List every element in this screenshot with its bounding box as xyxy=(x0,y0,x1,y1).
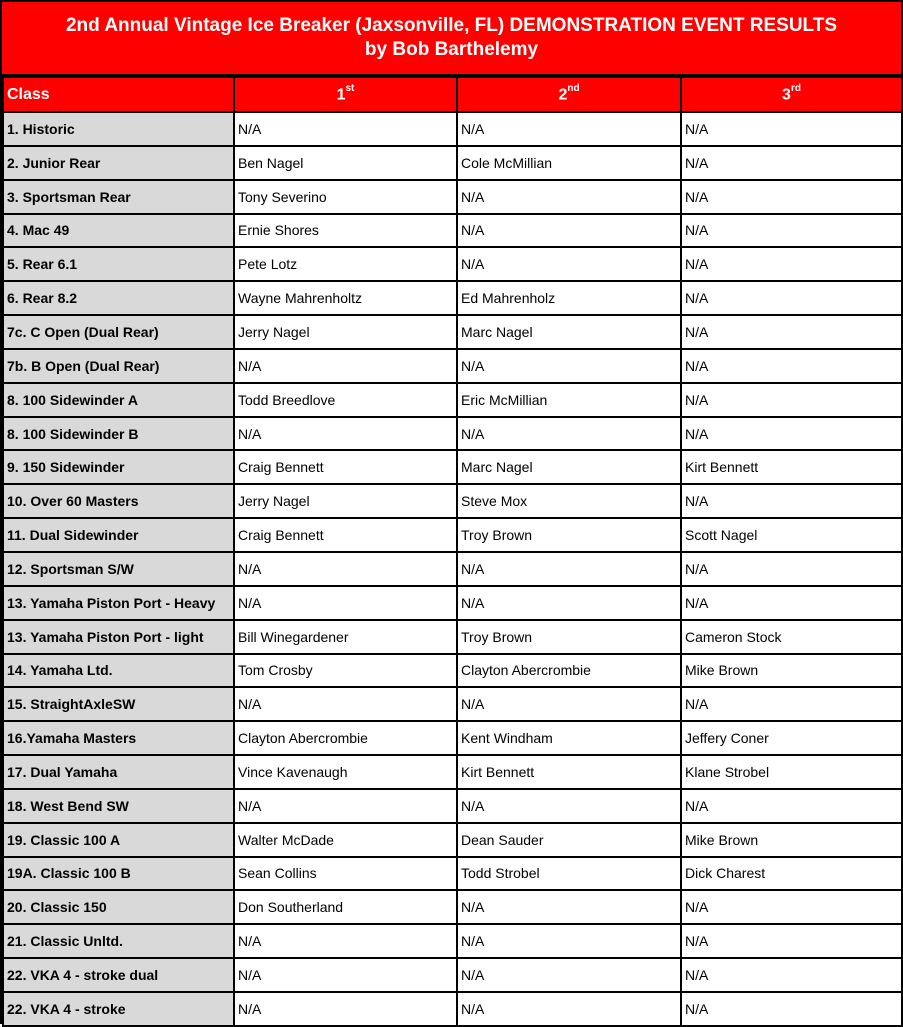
first-place-cell: Don Southerland xyxy=(234,890,457,924)
class-name-cell: 7c. C Open (Dual Rear) xyxy=(3,315,234,349)
second-place-cell: Ed Mahrenholz xyxy=(457,281,681,315)
class-name-cell: 8. 100 Sidewinder A xyxy=(3,383,234,417)
table-row xyxy=(3,586,902,620)
first-place-cell: N/A xyxy=(234,417,457,451)
table-row xyxy=(3,383,902,417)
second-place-cell: N/A xyxy=(457,214,681,248)
table-row xyxy=(3,180,902,214)
third-place-cell: N/A xyxy=(681,687,902,721)
first-place-cell: N/A xyxy=(234,349,457,383)
class-name-cell: 4. Mac 49 xyxy=(3,214,234,248)
class-name-cell: 18. West Bend SW xyxy=(3,789,234,823)
table-row xyxy=(3,823,902,857)
second-place-cell: Cole McMillian xyxy=(457,146,681,180)
third-place-cell: N/A xyxy=(681,281,902,315)
table-row xyxy=(3,687,902,721)
page-title xyxy=(2,2,901,76)
table-row xyxy=(3,620,902,654)
second-place-cell: Marc Nagel xyxy=(457,450,681,484)
table-row xyxy=(3,349,902,383)
second-place-number: 2 xyxy=(558,86,568,104)
table-row xyxy=(3,484,902,518)
class-name-cell: 10. Over 60 Masters xyxy=(3,484,234,518)
first-place-cell: Ernie Shores xyxy=(234,214,457,248)
table-row xyxy=(3,112,902,146)
results-body xyxy=(3,112,902,1026)
first-place-cell: Ben Nagel xyxy=(234,146,457,180)
second-place-cell: Kent Windham xyxy=(457,721,681,755)
third-place-cell: N/A xyxy=(681,315,902,349)
class-name-cell: 17. Dual Yamaha xyxy=(3,755,234,789)
class-name-cell: 7b. B Open (Dual Rear) xyxy=(3,349,234,383)
third-place-number: 3 xyxy=(782,86,791,104)
second-place-cell: Marc Nagel xyxy=(457,315,681,349)
third-place-cell: N/A xyxy=(681,484,902,518)
third-place-cell: Mike Brown xyxy=(681,654,902,688)
first-place-cell: Craig Bennett xyxy=(234,518,457,552)
first-place-cell: N/A xyxy=(234,687,457,721)
first-place-number: 1 xyxy=(336,86,346,104)
third-place-cell: N/A xyxy=(681,112,902,146)
second-place-cell: Troy Brown xyxy=(457,518,681,552)
second-place-cell: N/A xyxy=(457,349,681,383)
third-place-cell: N/A xyxy=(681,214,902,248)
first-place-cell: Tom Crosby xyxy=(234,654,457,688)
table-row xyxy=(3,992,902,1026)
first-place-cell: N/A xyxy=(234,112,457,146)
class-name-cell: 19. Classic 100 A xyxy=(3,823,234,857)
first-place-cell: Sean Collins xyxy=(234,857,457,891)
third-place-cell: N/A xyxy=(681,890,902,924)
title-line-2: by Bob Barthelemy xyxy=(364,39,539,60)
first-place-cell: Tony Severino xyxy=(234,180,457,214)
class-name-cell: 2. Junior Rear xyxy=(3,146,234,180)
column-header-third xyxy=(681,77,902,112)
first-place-cell: N/A xyxy=(234,552,457,586)
table-row xyxy=(3,857,902,891)
third-place-cell: N/A xyxy=(681,992,902,1026)
table-row xyxy=(3,924,902,958)
class-name-cell: 5. Rear 6.1 xyxy=(3,247,234,281)
first-place-cell: Vince Kavenaugh xyxy=(234,755,457,789)
third-place-cell: N/A xyxy=(681,247,902,281)
first-place-cell: Todd Breedlove xyxy=(234,383,457,417)
third-place-cell: Jeffery Coner xyxy=(681,721,902,755)
table-row xyxy=(3,789,902,823)
second-place-cell: N/A xyxy=(457,687,681,721)
second-place-cell: Eric McMillian xyxy=(457,383,681,417)
first-place-cell: N/A xyxy=(234,789,457,823)
second-place-cell: N/A xyxy=(457,890,681,924)
class-name-cell: 22. VKA 4 - stroke xyxy=(3,992,234,1026)
third-place-cell: N/A xyxy=(681,586,902,620)
second-place-cell: N/A xyxy=(457,180,681,214)
table-row xyxy=(3,281,902,315)
table-row xyxy=(3,146,902,180)
table-row xyxy=(3,450,902,484)
table-row xyxy=(3,518,902,552)
second-place-cell: N/A xyxy=(457,112,681,146)
first-place-cell: Wayne Mahrenholtz xyxy=(234,281,457,315)
first-place-cell: Jerry Nagel xyxy=(234,315,457,349)
third-place-cell: Dick Charest xyxy=(681,857,902,891)
first-place-cell: Craig Bennett xyxy=(234,450,457,484)
second-place-cell: Clayton Abercrombie xyxy=(457,654,681,688)
third-place-cell: N/A xyxy=(681,180,902,214)
third-place-cell: N/A xyxy=(681,958,902,992)
second-place-cell: Dean Sauder xyxy=(457,823,681,857)
column-header-class: Class xyxy=(3,77,234,112)
third-place-cell: Cameron Stock xyxy=(681,620,902,654)
class-name-cell: 11. Dual Sidewinder xyxy=(3,518,234,552)
results-table xyxy=(2,76,903,1027)
class-name-cell: 20. Classic 150 xyxy=(3,890,234,924)
third-place-cell: Mike Brown xyxy=(681,823,902,857)
table-row xyxy=(3,890,902,924)
third-place-cell: Klane Strobel xyxy=(681,755,902,789)
first-place-cell: N/A xyxy=(234,992,457,1026)
second-place-cell: N/A xyxy=(457,586,681,620)
third-place-cell: Scott Nagel xyxy=(681,518,902,552)
second-place-cell: N/A xyxy=(457,552,681,586)
table-row xyxy=(3,721,902,755)
first-place-cell: Clayton Abercrombie xyxy=(234,721,457,755)
second-place-cell: N/A xyxy=(457,924,681,958)
class-name-cell: 13. Yamaha Piston Port - light xyxy=(3,620,234,654)
class-name-cell: 21. Classic Unltd. xyxy=(3,924,234,958)
class-name-cell: 9. 150 Sidewinder xyxy=(3,450,234,484)
third-place-suffix: rd xyxy=(790,82,801,94)
third-place-cell: N/A xyxy=(681,146,902,180)
third-place-cell: N/A xyxy=(681,789,902,823)
third-place-cell: N/A xyxy=(681,417,902,451)
first-place-cell: N/A xyxy=(234,958,457,992)
first-place-cell: N/A xyxy=(234,586,457,620)
second-place-cell: N/A xyxy=(457,247,681,281)
table-row xyxy=(3,552,902,586)
first-place-cell: Bill Winegardener xyxy=(234,620,457,654)
title-line-1: 2nd Annual Vintage Ice Breaker (Jaxsonville, FL) DEMONSTRATION EVENT RESULTS xyxy=(65,15,838,36)
third-place-cell: N/A xyxy=(681,552,902,586)
class-name-cell: 19A. Classic 100 B xyxy=(3,857,234,891)
class-name-cell: 8. 100 Sidewinder B xyxy=(3,417,234,451)
class-name-cell: 3. Sportsman Rear xyxy=(3,180,234,214)
table-row xyxy=(3,654,902,688)
table-row xyxy=(3,417,902,451)
first-place-cell: Walter McDade xyxy=(234,823,457,857)
table-row xyxy=(3,214,902,248)
header-row xyxy=(3,77,902,112)
second-place-cell: N/A xyxy=(457,417,681,451)
third-place-cell: N/A xyxy=(681,383,902,417)
second-place-cell: Todd Strobel xyxy=(457,857,681,891)
third-place-cell: N/A xyxy=(681,924,902,958)
column-header-first xyxy=(234,77,457,112)
table-row xyxy=(3,958,902,992)
class-name-cell: 1. Historic xyxy=(3,112,234,146)
class-name-cell: 14. Yamaha Ltd. xyxy=(3,654,234,688)
second-place-cell: N/A xyxy=(457,958,681,992)
first-place-cell: N/A xyxy=(234,924,457,958)
second-place-cell: N/A xyxy=(457,992,681,1026)
table-row xyxy=(3,315,902,349)
first-place-suffix: st xyxy=(345,82,355,94)
class-name-cell: 15. StraightAxleSW xyxy=(3,687,234,721)
table-row xyxy=(3,247,902,281)
second-place-cell: Kirt Bennett xyxy=(457,755,681,789)
class-name-cell: 22. VKA 4 - stroke dual xyxy=(3,958,234,992)
first-place-cell: Pete Lotz xyxy=(234,247,457,281)
class-name-cell: 16.Yamaha Masters xyxy=(3,721,234,755)
first-place-cell: Jerry Nagel xyxy=(234,484,457,518)
class-name-cell: 12. Sportsman S/W xyxy=(3,552,234,586)
second-place-cell: N/A xyxy=(457,789,681,823)
third-place-cell: Kirt Bennett xyxy=(681,450,902,484)
second-place-cell: Steve Mox xyxy=(457,484,681,518)
second-place-cell: Troy Brown xyxy=(457,620,681,654)
class-name-cell: 13. Yamaha Piston Port - Heavy xyxy=(3,586,234,620)
second-place-suffix: nd xyxy=(567,82,580,94)
class-name-cell: 6. Rear 8.2 xyxy=(3,281,234,315)
third-place-cell: N/A xyxy=(681,349,902,383)
column-header-second xyxy=(457,77,681,112)
table-row xyxy=(3,755,902,789)
